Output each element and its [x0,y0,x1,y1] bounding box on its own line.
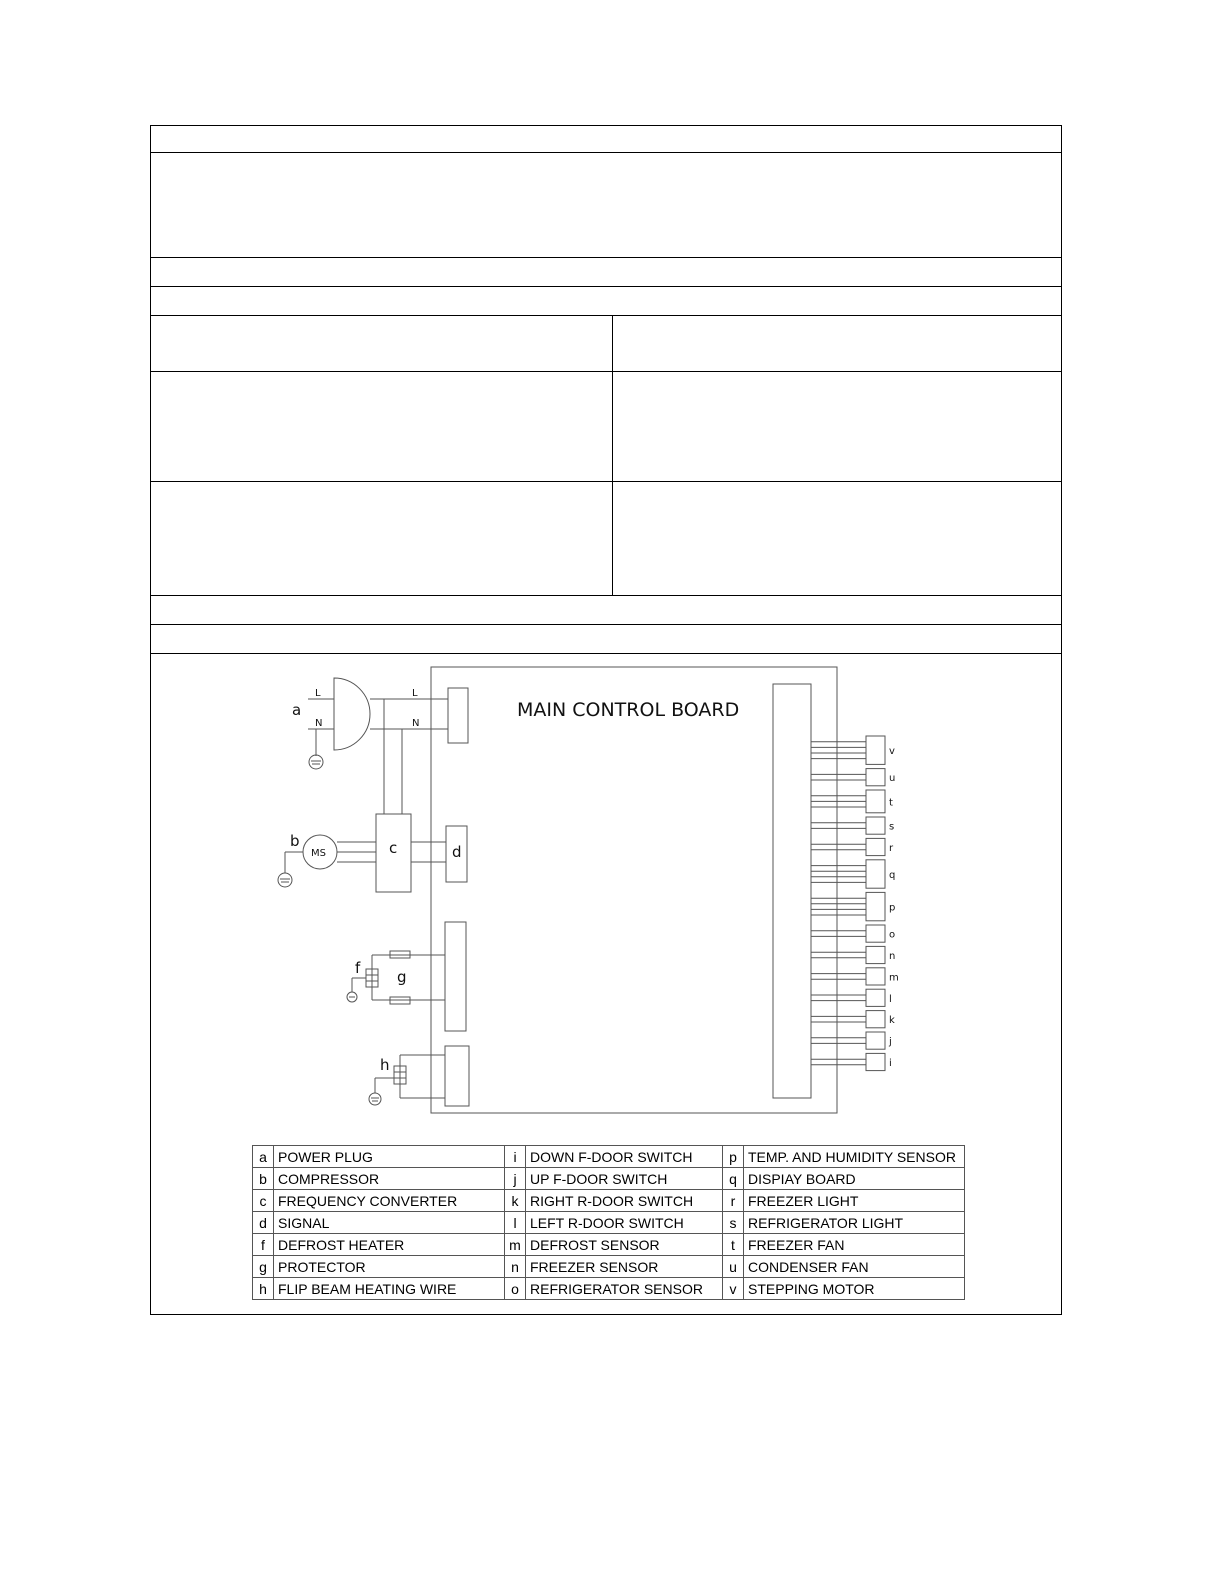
legend-label: REFRIGERATOR LIGHT [744,1212,965,1234]
legend-key: s [723,1212,744,1234]
connector-letter: o [889,929,896,941]
legend-label: DEFROST SENSOR [526,1234,723,1256]
legend-label: FREQUENCY CONVERTER [274,1190,505,1212]
converter-letter: c [389,839,398,857]
connector-l [866,989,885,1006]
legend-label: PROTECTOR [274,1256,505,1278]
legend-label: FREEZER FAN [744,1234,965,1256]
legend-label: UP F-DOOR SWITCH [526,1168,723,1190]
legend-row [253,1190,965,1212]
legend-row [253,1212,965,1234]
legend-key: g [253,1256,274,1278]
legend-key: i [505,1146,526,1168]
connector-v [866,736,885,764]
connector-q [866,860,885,888]
connector-s [866,817,885,834]
legend-key: r [723,1190,744,1212]
connector-i [866,1053,885,1070]
heater-letter: f [355,959,361,977]
legend-label: LEFT R-DOOR SWITCH [526,1212,723,1234]
legend-key: k [505,1190,526,1212]
legend-key: o [505,1278,526,1300]
connector-r [866,838,885,855]
legend-label: FLIP BEAM HEATING WIRE [274,1278,505,1300]
legend-label: RIGHT R-DOOR SWITCH [526,1190,723,1212]
legend-row [253,1256,965,1278]
connector-letter: s [889,821,895,833]
connector-m [866,968,885,985]
connector-letter: n [889,951,896,962]
legend-label: TEMP. AND HUMIDITY SENSOR [744,1146,965,1168]
legend-key: h [253,1278,274,1300]
right-connector-strip [773,684,811,1098]
legend-label: POWER PLUG [274,1146,505,1168]
legend-key: j [505,1168,526,1190]
power-plug [308,678,468,769]
motor-letter: b [290,832,300,850]
signal-letter: d [452,843,462,861]
connector-o [866,925,885,942]
legend-key: a [253,1146,274,1168]
plug-n-left: N [315,718,323,729]
legend-row [253,1168,965,1190]
connector-letter: p [889,902,896,914]
connector-p [866,892,885,920]
connector-t [866,790,885,813]
protector-letter: g [397,968,407,986]
connector-letter: j [889,1036,892,1048]
legend-label: DOWN F-DOOR SWITCH [526,1146,723,1168]
legend-label: DISPIAY BOARD [744,1168,965,1190]
connector-letter: k [889,1015,895,1027]
legend-label: FREEZER LIGHT [744,1190,965,1212]
legend-row [253,1146,965,1168]
legend-label: STEPPING MOTOR [744,1278,965,1300]
right-connectors [811,736,899,1071]
legend-key: u [723,1256,744,1278]
legend-table [252,1145,965,1300]
legend-label: REFRIGERATOR SENSOR [526,1278,723,1300]
plug-n-right: N [412,718,420,729]
connector-letter: l [889,993,892,1005]
board-title: MAIN CONTROL BOARD [517,699,740,721]
connector-letter: r [889,843,894,854]
connector-letter: u [889,773,896,785]
main-control-board [431,667,837,1113]
plug-l-left: L [315,688,321,699]
connector-letter: t [889,797,893,809]
legend-key: l [505,1212,526,1234]
legend-key: c [253,1190,274,1212]
connector-j [866,1032,885,1049]
plug-l-right: L [412,688,418,699]
legend-label: SIGNAL [274,1212,505,1234]
legend-key: m [505,1234,526,1256]
legend-label: COMPRESSOR [274,1168,505,1190]
connector-letter: m [889,972,899,984]
plug-letter: a [292,701,302,719]
legend-label: CONDENSER FAN [744,1256,965,1278]
flip-beam-letter: h [380,1056,390,1074]
connector-letter: q [889,870,896,881]
connector-letter: v [889,746,895,758]
connector-k [866,1011,885,1028]
legend-label: FREEZER SENSOR [526,1256,723,1278]
legend-key: v [723,1278,744,1300]
legend-key: q [723,1168,744,1190]
legend-label: DEFROST HEATER [274,1234,505,1256]
legend-key: d [253,1212,274,1234]
motor-symbol: MS [311,848,326,859]
legend-key: p [723,1146,744,1168]
legend-key: t [723,1234,744,1256]
connector-u [866,769,885,786]
legend-key: b [253,1168,274,1190]
legend-row [253,1278,965,1300]
connector-n [866,946,885,963]
flip-beam-heating-wire [369,1046,469,1106]
connector-letter: i [889,1058,892,1069]
legend-row [253,1234,965,1256]
legend-key: n [505,1256,526,1278]
legend-key: f [253,1234,274,1256]
